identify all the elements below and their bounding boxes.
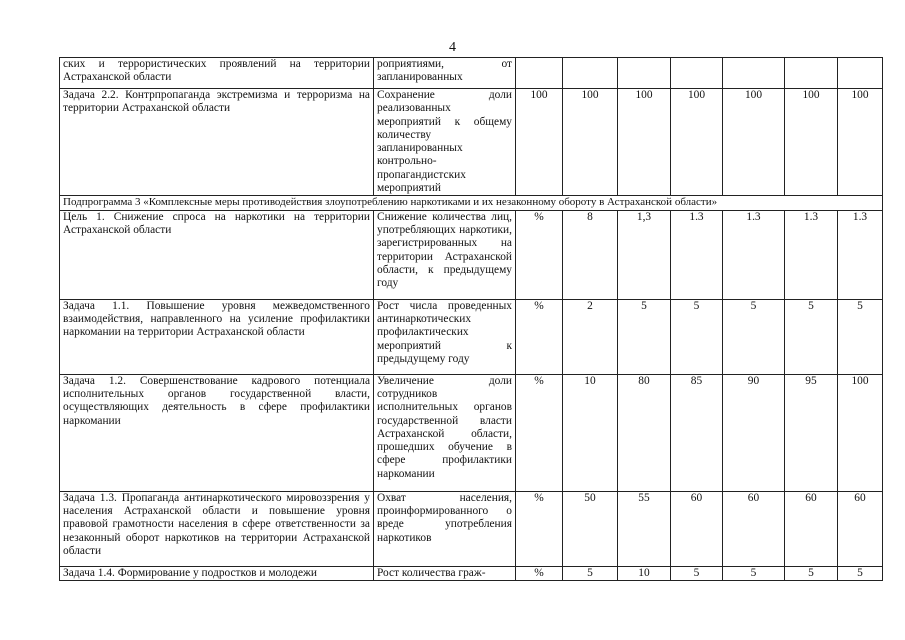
value-cell xyxy=(723,58,785,89)
value-cell: 5 xyxy=(838,299,883,374)
value-cell xyxy=(618,58,671,89)
value-cell: 1,3 xyxy=(618,210,671,299)
value-cell: 2 xyxy=(563,299,618,374)
value-cell: 60 xyxy=(785,491,838,566)
value-cell: % xyxy=(516,299,563,374)
value-cell: 1.3 xyxy=(723,210,785,299)
value-cell: 100 xyxy=(838,89,883,196)
value-cell xyxy=(785,58,838,89)
value-cell: 90 xyxy=(723,374,785,491)
value-cell: 60 xyxy=(723,491,785,566)
table-row xyxy=(60,299,883,374)
value-cell: 100 xyxy=(618,89,671,196)
value-cell xyxy=(516,58,563,89)
value-cell: 80 xyxy=(618,374,671,491)
value-cell: 100 xyxy=(723,89,785,196)
goal-cell: Задача 1.3. Пропаганда антинаркотического мировоззрения у населения Астраханской области и повышение уровня правовой грамотности населения в сфере ответственности за незаконный оборот наркотиков на территории Астраханской области xyxy=(60,491,374,566)
value-cell: 100 xyxy=(516,89,563,196)
value-cell: % xyxy=(516,374,563,491)
page-number: 4 xyxy=(449,40,456,55)
value-cell: 5 xyxy=(723,299,785,374)
indicator-cell: роприятиями, от запланированных xyxy=(374,58,516,89)
value-cell: 1.3 xyxy=(785,210,838,299)
indicators-table xyxy=(59,57,883,581)
value-cell: 5 xyxy=(671,299,723,374)
goal-cell: Цель 1. Снижение спроса на наркотики на территории Астраханской области xyxy=(60,210,374,299)
value-cell: 100 xyxy=(671,89,723,196)
value-cell: % xyxy=(516,566,563,580)
value-cell: 85 xyxy=(671,374,723,491)
value-cell: 5 xyxy=(671,566,723,580)
value-cell: 5 xyxy=(563,566,618,580)
indicator-cell: Охват населения, проинформированного о вреде употребления наркотиков xyxy=(374,491,516,566)
subprogram-row xyxy=(60,196,883,210)
value-cell: 5 xyxy=(838,566,883,580)
value-cell: 5 xyxy=(785,566,838,580)
goal-cell: Задача 2.2. Контрпропаганда экстремизма и терроризма на территории Астраханской области xyxy=(60,89,374,196)
indicator-cell: Сохранение доли реализованных мероприятий к общему количеству запланированных контрольно-пропагандистских мероприятий xyxy=(374,89,516,196)
value-cell: 100 xyxy=(563,89,618,196)
subprogram-header: Подпрограмма 3 «Комплексные меры противодействия злоупотреблению наркотиками и их незаконному обороту в Астраханской области» xyxy=(60,196,883,210)
value-cell: 10 xyxy=(618,566,671,580)
value-cell: % xyxy=(516,491,563,566)
goal-cell: Задача 1.1. Повышение уровня межведомственного взаимодействия, направленного на усиление профилактики наркомании на территории Астраханской области xyxy=(60,299,374,374)
indicator-cell: Снижение количества лиц, употребляющих наркотики, зарегистрированных на территории Астраханской области, к предыдущему году xyxy=(374,210,516,299)
value-cell: 100 xyxy=(838,374,883,491)
table-row xyxy=(60,491,883,566)
goal-cell: Задача 1.4. Формирование у подростков и молодежи xyxy=(60,566,374,580)
indicator-cell: Рост числа проведенных антинаркотических профилактических мероприятий к предыдущему году xyxy=(374,299,516,374)
table-row xyxy=(60,58,883,89)
value-cell: 5 xyxy=(785,299,838,374)
value-cell: 1.3 xyxy=(838,210,883,299)
goal-cell: Задача 1.2. Совершенствование кадрового потенциала исполнительных органов государственной власти, осуществляющих деятельность в сфере профилактики наркомании xyxy=(60,374,374,491)
value-cell: 1.3 xyxy=(671,210,723,299)
value-cell: 8 xyxy=(563,210,618,299)
value-cell: 100 xyxy=(785,89,838,196)
value-cell xyxy=(838,58,883,89)
indicator-cell: Рост количества граж- xyxy=(374,566,516,580)
value-cell: 60 xyxy=(838,491,883,566)
value-cell: 5 xyxy=(618,299,671,374)
value-cell: % xyxy=(516,210,563,299)
table-row xyxy=(60,210,883,299)
value-cell xyxy=(563,58,618,89)
value-cell: 5 xyxy=(723,566,785,580)
value-cell: 55 xyxy=(618,491,671,566)
table-row xyxy=(60,374,883,491)
value-cell: 50 xyxy=(563,491,618,566)
value-cell: 60 xyxy=(671,491,723,566)
indicator-cell: Увеличение доли сотрудников исполнительных органов государственной власти Астраханской области, прошедших обучение в сфере профилактики наркомании xyxy=(374,374,516,491)
value-cell xyxy=(671,58,723,89)
table-row xyxy=(60,89,883,196)
goal-cell: ских и террористических проявлений на территории Астраханской области xyxy=(60,58,374,89)
table-row xyxy=(60,566,883,580)
value-cell: 95 xyxy=(785,374,838,491)
value-cell: 10 xyxy=(563,374,618,491)
